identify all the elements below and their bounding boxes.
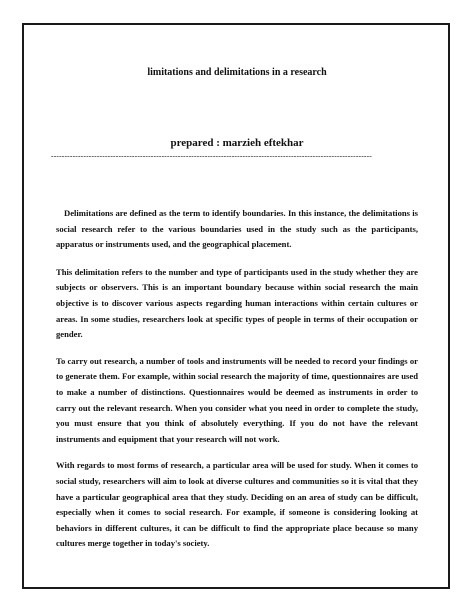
document-content bbox=[51, 64, 418, 552]
paragraph-geographical-area: With regards to most forms of research, a particular area will be used for study. When it comes to social study, researchers will aim to look at diverse cultures and communities so it is vital that they have a particular geographical area that they study. Deciding on an area of study can be difficult, especially when it comes to social research. For example, if someone is considering looking at behaviors in different cultures, it can be difficult to find the appropriate place because so many cultures merge together in today's society. bbox=[56, 460, 418, 549]
separator-line: ----------------------------------------------------------------------------------------------------------------------- bbox=[51, 151, 373, 160]
paragraph-instruments: To carry out research, a number of tools and instruments will be needed to record your findings or to generate them. For example, within social research the majority of time, questionnaires are used to make a number of distinctions. Questionnaires would be deemed as instruments in order to carry out the relevant research. When you consider what you need in order to complete the study, you must ensure that you think of absolutely everything. If you do not have the relevant instruments and equipment that your research will not work. bbox=[56, 355, 418, 444]
document-title: limitations and delimitations in a research bbox=[147, 67, 327, 78]
paragraph-participants: This delimitation refers to the number and type of participants used in the study whether they are subjects or observers. This is an important boundary because within social research the main objective is to discover various aspects regarding human interactions within certain cultures or areas. In some studies, researchers look at specific types of people in terms of their occupation or gender. bbox=[56, 266, 418, 340]
document-author-line: prepared : marzieh eftekhar bbox=[170, 137, 304, 149]
paragraph-delimitations-definition: Delimitations are defined as the term to identify boundaries. In this instance, the delimitations is social research refer to the various boundaries used in the study such as the participants, apparatus or instruments used, and the geographical placement. bbox=[56, 208, 418, 250]
